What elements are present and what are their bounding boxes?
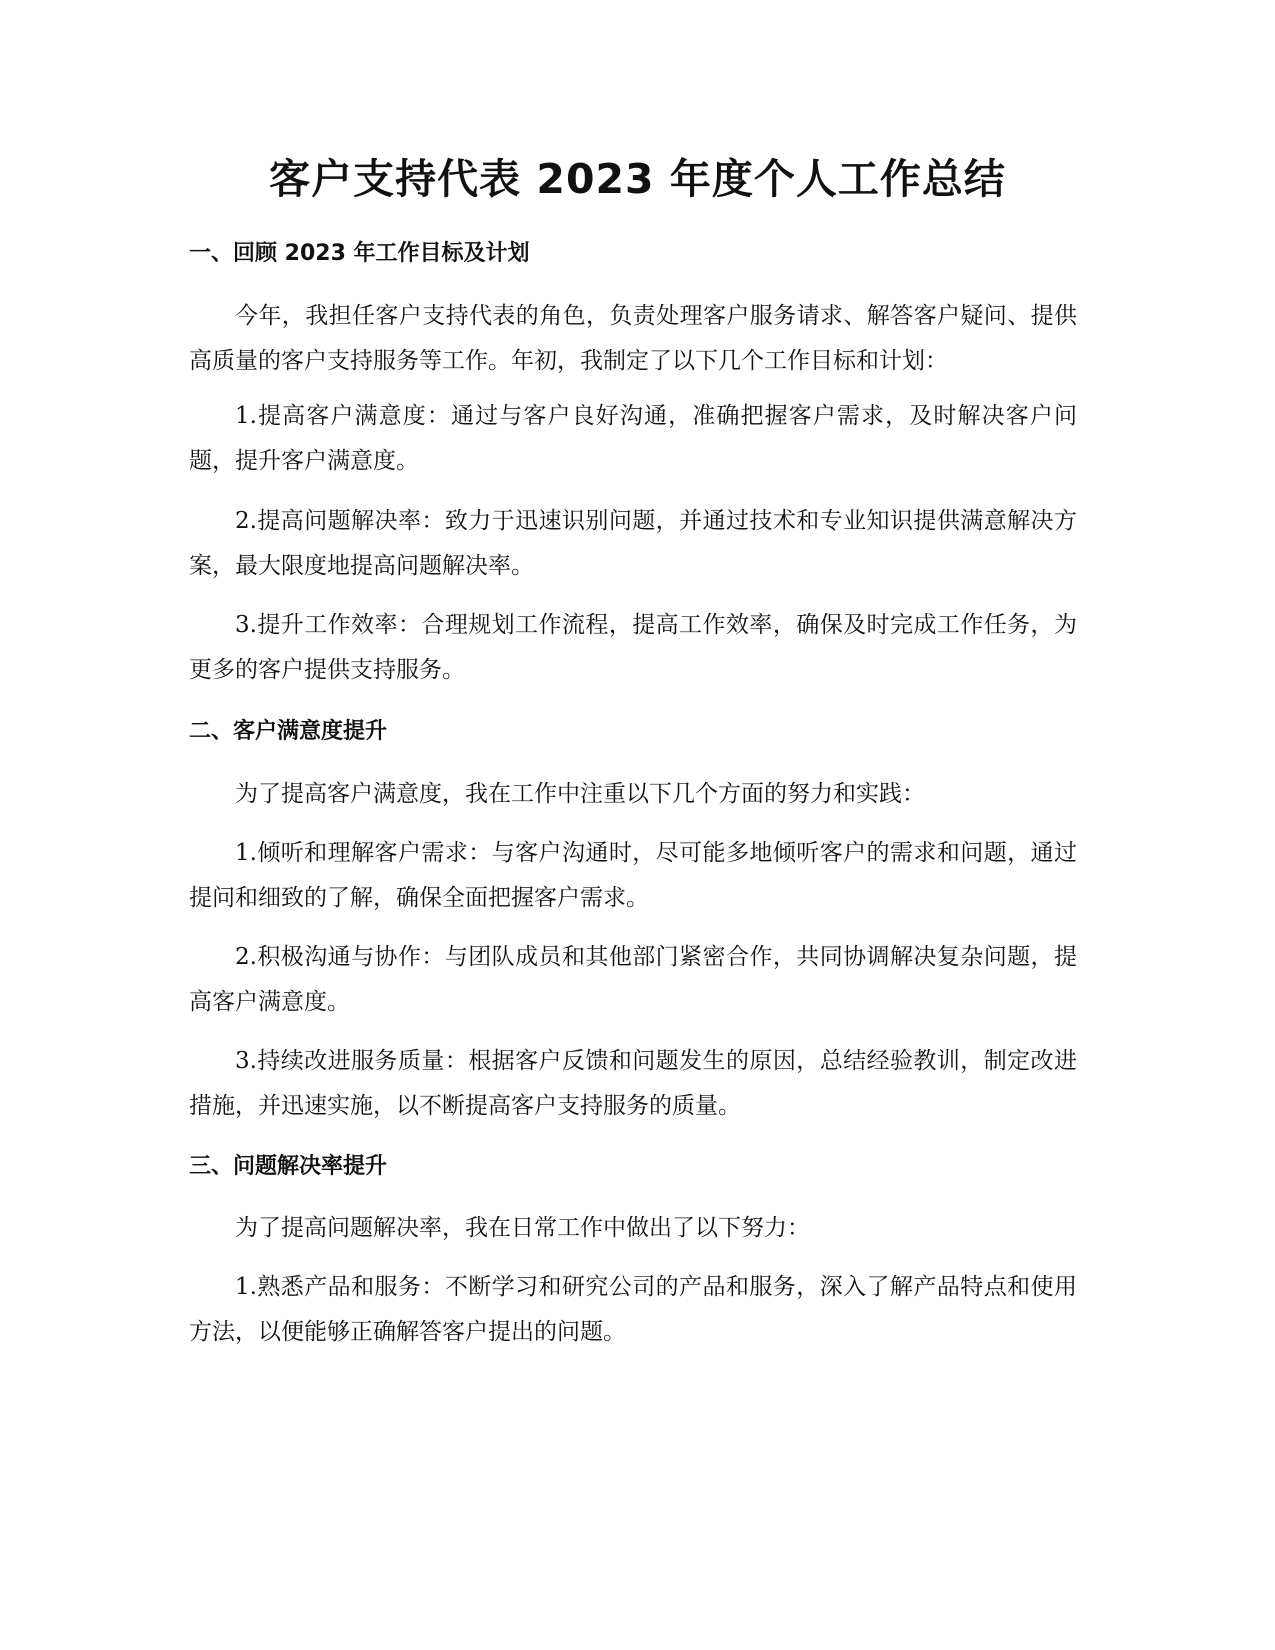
paragraph-satisfaction-1: 1.倾听和理解客户需求：与客户沟通时，尽可能多地倾听客户的需求和问题，通过提问和细致的了解，确保全面把握客户需求。 [189, 840, 1077, 911]
paragraph-goal-1: 1.提高客户满意度：通过与客户良好沟通，准确把握客户需求，及时解决客户问题，提升客户满意度。 [189, 403, 1077, 474]
paragraph-resolution-1: 1.熟悉产品和服务：不断学习和研究公司的产品和服务，深入了解产品特点和使用方法，以便能够正确解答客户提出的问题。 [189, 1274, 1077, 1345]
paragraph-satisfaction-intro: 为了提高客户满意度，我在工作中注重以下几个方面的努力和实践： [235, 781, 925, 807]
section-heading-satisfaction: 二、客户满意度提升 [189, 719, 388, 744]
paragraph-goal-3: 3.提升工作效率：合理规划工作流程，提高工作效率，确保及时完成工作任务，为更多的客户提供支持服务。 [189, 612, 1077, 683]
section-heading-review-goals: 一、回顾 2023 年工作目标及计划 [189, 241, 530, 266]
paragraph-goal-2: 2.提高问题解决率：致力于迅速识别问题，并通过技术和专业知识提供满意解决方案，最大限度地提高问题解决率。 [189, 508, 1077, 579]
section-heading-resolution: 三、问题解决率提升 [189, 1154, 388, 1179]
paragraph-intro: 今年，我担任客户支持代表的角色，负责处理客户服务请求、解答客户疑问、提供高质量的客户支持服务等工作。年初，我制定了以下几个工作目标和计划： [189, 303, 1077, 374]
paragraph-resolution-intro: 为了提高问题解决率，我在日常工作中做出了以下努力： [235, 1215, 810, 1241]
paragraph-satisfaction-3: 3.持续改进服务质量：根据客户反馈和问题发生的原因，总结经验教训，制定改进措施，并迅速实施，以不断提高客户支持服务的质量。 [189, 1048, 1077, 1119]
document-title: 客户支持代表 2023 年度个人工作总结 [269, 155, 1006, 203]
paragraph-satisfaction-2: 2.积极沟通与协作：与团队成员和其他部门紧密合作，共同协调解决复杂问题，提高客户满意度。 [189, 944, 1077, 1015]
